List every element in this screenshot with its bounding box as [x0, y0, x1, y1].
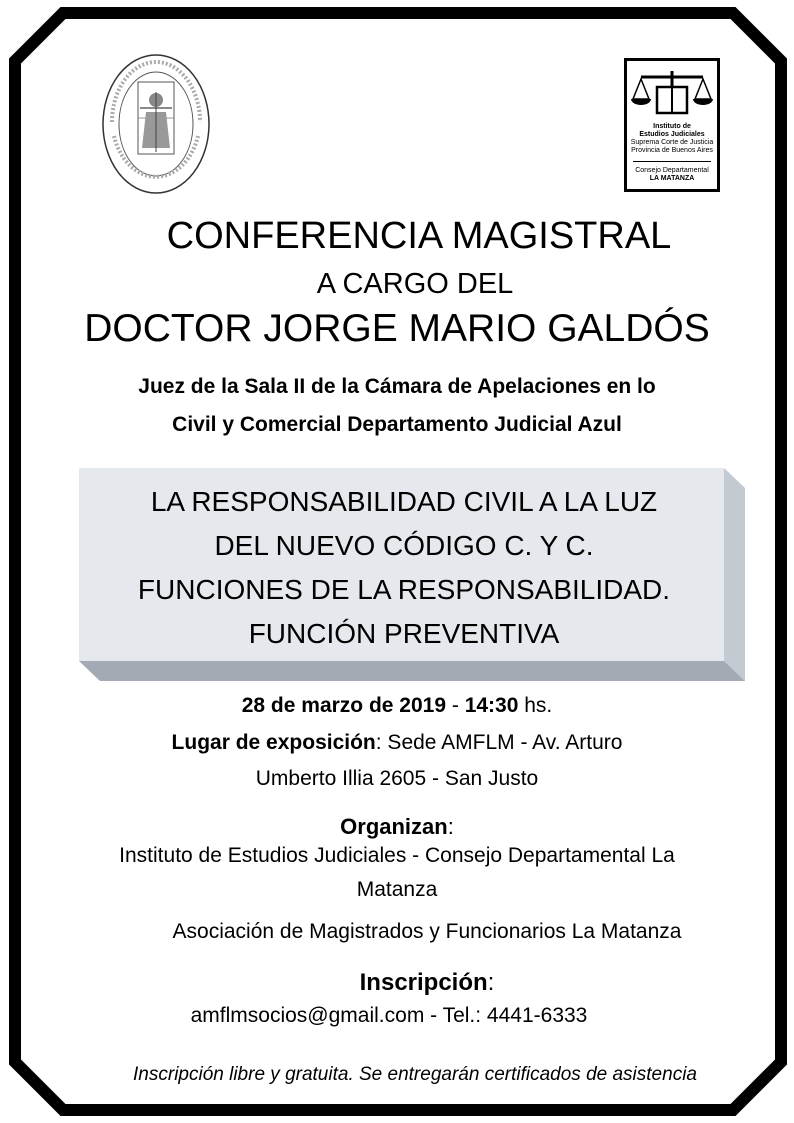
event-time-suffix: hs.	[518, 694, 553, 717]
event-place	[0, 725, 794, 761]
judicial-studies-institute-logo	[624, 58, 720, 192]
badge-line-4: Provincia de Buenos Aires	[631, 147, 713, 154]
badge-line-2: Estudios Judiciales	[639, 131, 705, 138]
topic-line-4: FUNCIÓN PREVENTIVA	[248, 618, 560, 649]
event-datetime	[0, 688, 794, 724]
scales-of-justice-icon	[627, 63, 717, 125]
association-seal-logo	[100, 52, 212, 197]
registration-colon: :	[487, 969, 495, 996]
speaker-role	[0, 368, 794, 444]
registration-heading	[30, 965, 794, 1001]
conference-subtitle: A CARGO DEL	[316, 268, 514, 300]
place-value-line-2: Umberto Illia 2605 - San Justo	[255, 767, 539, 790]
speaker-role-line-2: Civil y Comercial Departamento Judicial Azul	[172, 413, 622, 436]
footer-note: Inscripción libre y gratuita. Se entregarán certificados de asistencia	[133, 1064, 697, 1085]
conference-title: CONFERENCIA MAGISTRAL	[166, 215, 672, 257]
badge-divider	[633, 161, 711, 162]
badge-line-1: Instituto de	[653, 123, 691, 130]
badge-line-3: Suprema Corte de Justicia	[630, 139, 714, 146]
place-value-line-1: : Sede AMFLM - Av. Arturo	[375, 731, 623, 754]
speaker-role-line-1: Juez de la Sala II de la Cámara de Apelaciones en lo	[138, 375, 656, 398]
event-time: 14:30	[464, 694, 519, 717]
organizer-1-line-1: Instituto de Estudios Judiciales - Consejo Departamental La	[119, 844, 675, 867]
event-date: 28 de marzo de 2019	[241, 694, 447, 717]
organizer-2: Asociación de Magistrados y Funcionarios La Matanza	[172, 920, 682, 943]
registration-label: Inscripción	[359, 969, 488, 996]
badge-line-5: Consejo Departamental	[635, 167, 709, 174]
topic-line-1: LA RESPONSABILIDAD CIVIL A LA LUZ	[150, 486, 658, 517]
topic-line-2: DEL NUEVO CÓDIGO C. Y C.	[214, 530, 594, 561]
datetime-separator: -	[446, 694, 465, 717]
speaker-name: DOCTOR JORGE MARIO GALDÓS	[84, 307, 710, 350]
organizers-label: Organizan	[340, 814, 448, 839]
organizers-colon: :	[447, 814, 454, 839]
badge-line-6: LA MATANZA	[649, 175, 695, 182]
place-label: Lugar de exposición	[171, 731, 376, 754]
topic-line-3: FUNCIONES DE LA RESPONSABILIDAD.	[137, 574, 671, 605]
topic-title	[80, 480, 728, 656]
registration-contact[interactable]: amflmsocios@gmail.com - Tel.: 4441-6333	[190, 1004, 588, 1027]
organizer-1-line-2: Matanza	[356, 878, 438, 901]
